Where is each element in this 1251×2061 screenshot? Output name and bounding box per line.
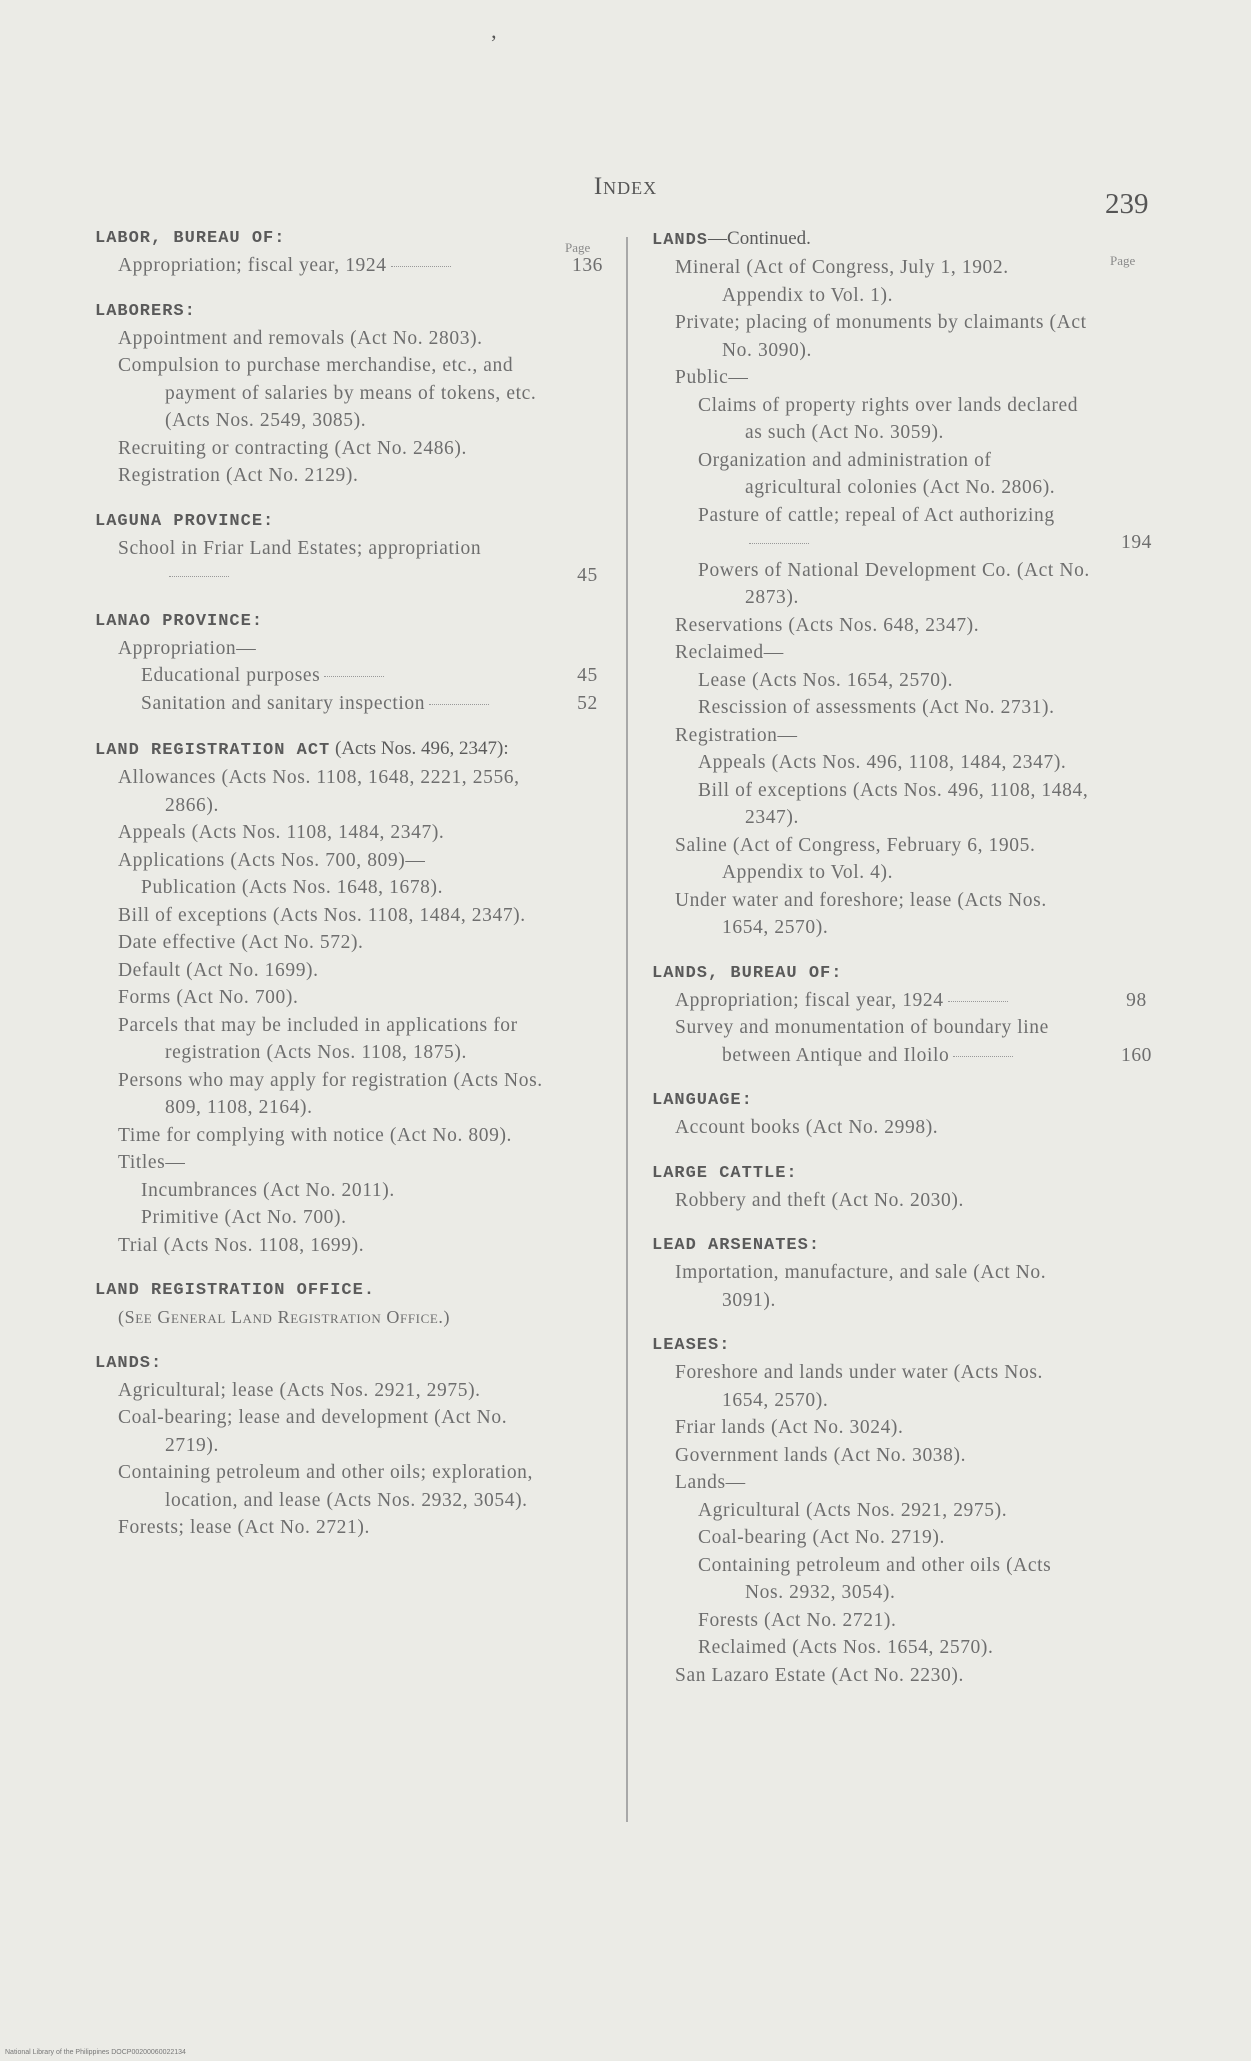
- heading-text: LABOR, BUREAU OF:: [95, 229, 286, 248]
- entry-text: Robbery and theft (Act No. 2030).: [675, 1189, 964, 1211]
- index-entry: [652, 557, 1164, 612]
- index-heading: [95, 735, 615, 764]
- index-entry: [652, 777, 1164, 832]
- entry-text: Appropriation; fiscal year, 1924: [675, 989, 944, 1011]
- index-heading: [652, 960, 1164, 987]
- footer: National Library of the Philippines DOCP00200060022134: [5, 2049, 186, 2056]
- index-entry: [95, 819, 615, 847]
- entry-text: Forests (Act No. 2721).: [698, 1609, 897, 1631]
- index-entry: [652, 987, 1164, 1015]
- entry-text: Default (Act No. 1699).: [118, 959, 319, 981]
- entry-text: Bill of exceptions (Acts Nos. 496, 1108, 1484, 2347).: [698, 779, 1089, 828]
- index-heading: [652, 1087, 1164, 1114]
- ink-mark: ’: [490, 30, 498, 55]
- index-heading: [95, 508, 615, 535]
- index-entry: [652, 447, 1164, 502]
- index-entry: [95, 1459, 615, 1514]
- heading-subtext: (Acts Nos. 496, 2347):: [330, 738, 509, 759]
- index-entry: [95, 984, 615, 1012]
- index-entry: [652, 364, 1164, 392]
- left-entries: [95, 225, 615, 1542]
- page-reference: 45: [577, 565, 598, 586]
- entry-text: Foreshore and lands under water (Acts Nos. 1654, 2570).: [675, 1362, 1043, 1411]
- heading-text: LARGE CATTLE:: [652, 1163, 798, 1183]
- heading-text: LAGUNA PROVINCE:: [95, 511, 275, 531]
- index-heading: [95, 225, 615, 252]
- entry-text: Primitive (Act No. 700).: [141, 1207, 347, 1228]
- index-entry: [95, 1177, 615, 1205]
- entry-text: Account books (Act No. 2998).: [675, 1117, 939, 1138]
- index-entry: [652, 502, 1164, 557]
- entry-text: Registration—: [675, 724, 798, 746]
- entry-text: Publication (Acts Nos. 1648, 1678).: [141, 877, 444, 898]
- index-entry: [652, 1414, 1164, 1442]
- index-entry: [652, 309, 1164, 364]
- index-entry: [95, 1377, 615, 1405]
- entry-text: Persons who may apply for registration (Acts Nos. 809, 1108, 2164).: [118, 1069, 543, 1118]
- dot-leader: [749, 543, 809, 544]
- page-column-label: Page: [1110, 253, 1136, 268]
- entry-text: Rescission of assessments (Act No. 2731).: [698, 697, 1055, 718]
- column-divider: [626, 237, 628, 1822]
- page-reference: 52: [577, 692, 598, 714]
- entry-text: Mineral (Act of Congress, July 1, 1902. Appendix to Vol. 1).: [675, 257, 1009, 306]
- entry-text: Friar lands (Act No. 3024).: [675, 1417, 904, 1438]
- dot-leader: [948, 1001, 1008, 1002]
- index-entry: [652, 612, 1164, 640]
- heading-text: LAND REGISTRATION ACT: [95, 741, 331, 760]
- index-entry: [652, 722, 1164, 750]
- entry-text: Coal-bearing (Act No. 2719).: [698, 1527, 945, 1548]
- entry-text: Importation, manufacture, and sale (Act No. 3091).: [675, 1262, 1047, 1311]
- heading-text: LABORERS:: [95, 301, 196, 321]
- page-reference: 194: [1120, 532, 1153, 553]
- index-entry: [95, 874, 615, 902]
- index-entry: [95, 1404, 615, 1459]
- entry-text: Appeals (Acts Nos. 1108, 1484, 2347).: [118, 822, 445, 843]
- dot-leader: [391, 266, 451, 267]
- page-column-label: Page: [565, 240, 591, 255]
- heading-text: LANDS, BUREAU OF:: [652, 963, 843, 983]
- index-heading: [95, 608, 615, 635]
- index-entry: [652, 1634, 1164, 1662]
- entry-text: Time for complying with notice (Act No. 809).: [118, 1124, 513, 1146]
- entry-text: (See General Land Registration Office.): [118, 1307, 451, 1327]
- index-entry: [95, 435, 615, 463]
- entry-text: Titles—: [118, 1152, 186, 1173]
- index-heading: [652, 1232, 1164, 1259]
- dot-leader: [953, 1056, 1013, 1057]
- index-entry: [652, 667, 1164, 695]
- index-entry: [652, 1662, 1164, 1690]
- index-heading: [652, 1332, 1164, 1359]
- entry-text: Agricultural (Acts Nos. 2921, 2975).: [698, 1499, 1008, 1521]
- entry-text: Reclaimed—: [675, 642, 784, 663]
- entry-text: Agricultural; lease (Acts Nos. 2921, 2975).: [118, 1379, 481, 1401]
- entry-text: Appropriation—: [118, 637, 257, 659]
- page-title: Index: [593, 173, 658, 200]
- heading-text: LANAO PROVINCE:: [95, 611, 264, 631]
- entry-text: Forms (Act No. 700).: [118, 987, 299, 1008]
- index-entry: [95, 1304, 615, 1332]
- entry-text: Public—: [675, 367, 749, 388]
- entry-text: Parcels that may be included in applications for registration (Acts Nos. 1108, 1875).: [118, 1014, 518, 1063]
- entry-text: Forests; lease (Act No. 2721).: [118, 1517, 370, 1538]
- entry-text: Private; placing of monuments by claimants (Act No. 3090).: [675, 312, 1087, 361]
- index-entry: [95, 1122, 615, 1150]
- index-heading: [95, 1277, 615, 1304]
- entry-text: Containing petroleum and other oils; exploration, location, and lease (Acts Nos. 2932, 3054).: [118, 1462, 533, 1511]
- index-entry: [652, 1014, 1164, 1069]
- index-entry: [652, 639, 1164, 667]
- entry-text: Lease (Acts Nos. 1654, 2570).: [698, 669, 954, 691]
- entry-text: Recruiting or contracting (Act No. 2486).: [118, 437, 467, 459]
- index-heading: [652, 225, 1164, 254]
- heading-text: LAND REGISTRATION OFFICE.: [95, 1281, 376, 1300]
- index-entry: [652, 1552, 1164, 1607]
- entry-text: Incumbrances (Act No. 2011).: [141, 1179, 395, 1201]
- index-entry: [652, 1497, 1164, 1525]
- entry-text: Coal-bearing; lease and development (Act No. 2719).: [118, 1407, 508, 1456]
- index-entry: [95, 462, 615, 490]
- entry-text: Reservations (Acts Nos. 648, 2347).: [675, 614, 980, 636]
- heading-subtext: —Continued.: [708, 228, 811, 249]
- index-entry: [652, 254, 1164, 309]
- entry-text: Appeals (Acts Nos. 496, 1108, 1484, 2347).: [698, 752, 1067, 773]
- entry-text: Organization and administration of agricultural colonies (Act No. 2806).: [698, 449, 1056, 498]
- index-entry: [95, 352, 615, 435]
- entry-text: School in Friar Land Estates; appropriation: [118, 537, 482, 559]
- entry-text: Bill of exceptions (Acts Nos. 1108, 1484, 2347).: [118, 904, 526, 926]
- index-entry: [652, 749, 1164, 777]
- page-number: 239: [1105, 188, 1149, 220]
- index-entry: [95, 690, 615, 718]
- entry-text: Appropriation; fiscal year, 1924: [118, 255, 387, 276]
- heading-text: LEAD ARSENATES:: [652, 1236, 821, 1255]
- left-column: [95, 225, 615, 1542]
- index-entry: [95, 325, 615, 353]
- entry-text: Saline (Act of Congress, February 6, 1905. Appendix to Vol. 4).: [675, 834, 1036, 883]
- entry-text: Trial (Acts Nos. 1108, 1699).: [118, 1234, 365, 1256]
- index-entry: [95, 929, 615, 957]
- index-entry: [652, 392, 1164, 447]
- index-entry: [652, 1442, 1164, 1470]
- index-entry: [95, 764, 615, 819]
- dot-leader: [324, 676, 384, 677]
- index-heading: [95, 298, 615, 325]
- entry-text: Survey and monumentation of boundary line between Antique and Iloilo: [675, 1017, 1049, 1066]
- index-entry: [652, 1359, 1164, 1414]
- index-entry: [652, 1607, 1164, 1635]
- dot-leader: [169, 576, 229, 577]
- heading-text: LANDS: [652, 231, 709, 250]
- entry-text: Claims of property rights over lands declared as such (Act No. 3059).: [698, 394, 1079, 443]
- entry-text: Pasture of cattle; repeal of Act authorizing: [698, 504, 1055, 526]
- index-entry: [652, 1259, 1164, 1314]
- entry-text: Lands—: [675, 1472, 746, 1493]
- page-reference: 45: [577, 665, 598, 686]
- page-reference: 160: [1120, 1044, 1153, 1066]
- page-reference: 98: [1126, 989, 1147, 1011]
- index-heading: [95, 1350, 615, 1377]
- index-entry: [95, 535, 615, 590]
- entry-text: Registration (Act No. 2129).: [118, 465, 359, 486]
- index-entry: [652, 887, 1164, 942]
- heading-text: LANGUAGE:: [652, 1091, 753, 1110]
- index-entry: [652, 832, 1164, 887]
- entry-text: Date effective (Act No. 572).: [118, 932, 364, 953]
- index-entry: [95, 1149, 615, 1177]
- index-entry: [95, 1514, 615, 1542]
- index-entry: [95, 252, 615, 280]
- index-entry: [95, 662, 615, 690]
- index-entry: [95, 1012, 615, 1067]
- entry-text: Government lands (Act No. 3038).: [675, 1444, 967, 1466]
- index-entry: [95, 1204, 615, 1232]
- index-entry: [95, 1232, 615, 1260]
- index-entry: [652, 1524, 1164, 1552]
- right-column: [652, 225, 1164, 1689]
- heading-text: LANDS:: [95, 1353, 163, 1373]
- index-entry: [95, 635, 615, 663]
- right-entries: [652, 225, 1164, 1689]
- entry-text: Reclaimed (Acts Nos. 1654, 2570).: [698, 1637, 994, 1658]
- entry-text: Educational purposes: [141, 665, 321, 686]
- page-reference: 136: [571, 255, 604, 276]
- entry-text: San Lazaro Estate (Act No. 2230).: [675, 1664, 964, 1686]
- index-entry: [652, 1469, 1164, 1497]
- entry-text: Containing petroleum and other oils (Acts Nos. 2932, 3054).: [698, 1554, 1052, 1603]
- index-entry: [95, 847, 615, 875]
- entry-text: Under water and foreshore; lease (Acts Nos. 1654, 2570).: [675, 889, 1047, 938]
- index-entry: [95, 957, 615, 985]
- entry-text: Allowances (Acts Nos. 1108, 1648, 2221, 2556, 2866).: [118, 767, 520, 816]
- index-entry: [652, 694, 1164, 722]
- entry-text: Appointment and removals (Act No. 2803).: [118, 327, 483, 349]
- index-entry: [652, 1187, 1164, 1215]
- entry-text: Applications (Acts Nos. 700, 809)—: [118, 849, 426, 871]
- entry-text: Compulsion to purchase merchandise, etc., and payment of salaries by means of tokens, etc. (Acts Nos. 2549, 3085).: [118, 355, 537, 431]
- dot-leader: [429, 704, 489, 705]
- index-entry: [95, 1067, 615, 1122]
- index-heading: [652, 1160, 1164, 1187]
- index-entry: [95, 902, 615, 930]
- index-entry: [652, 1114, 1164, 1142]
- heading-text: LEASES:: [652, 1336, 731, 1355]
- entry-text: Powers of National Development Co. (Act No. 2873).: [698, 559, 1090, 608]
- entry-text: Sanitation and sanitary inspection: [141, 692, 426, 714]
